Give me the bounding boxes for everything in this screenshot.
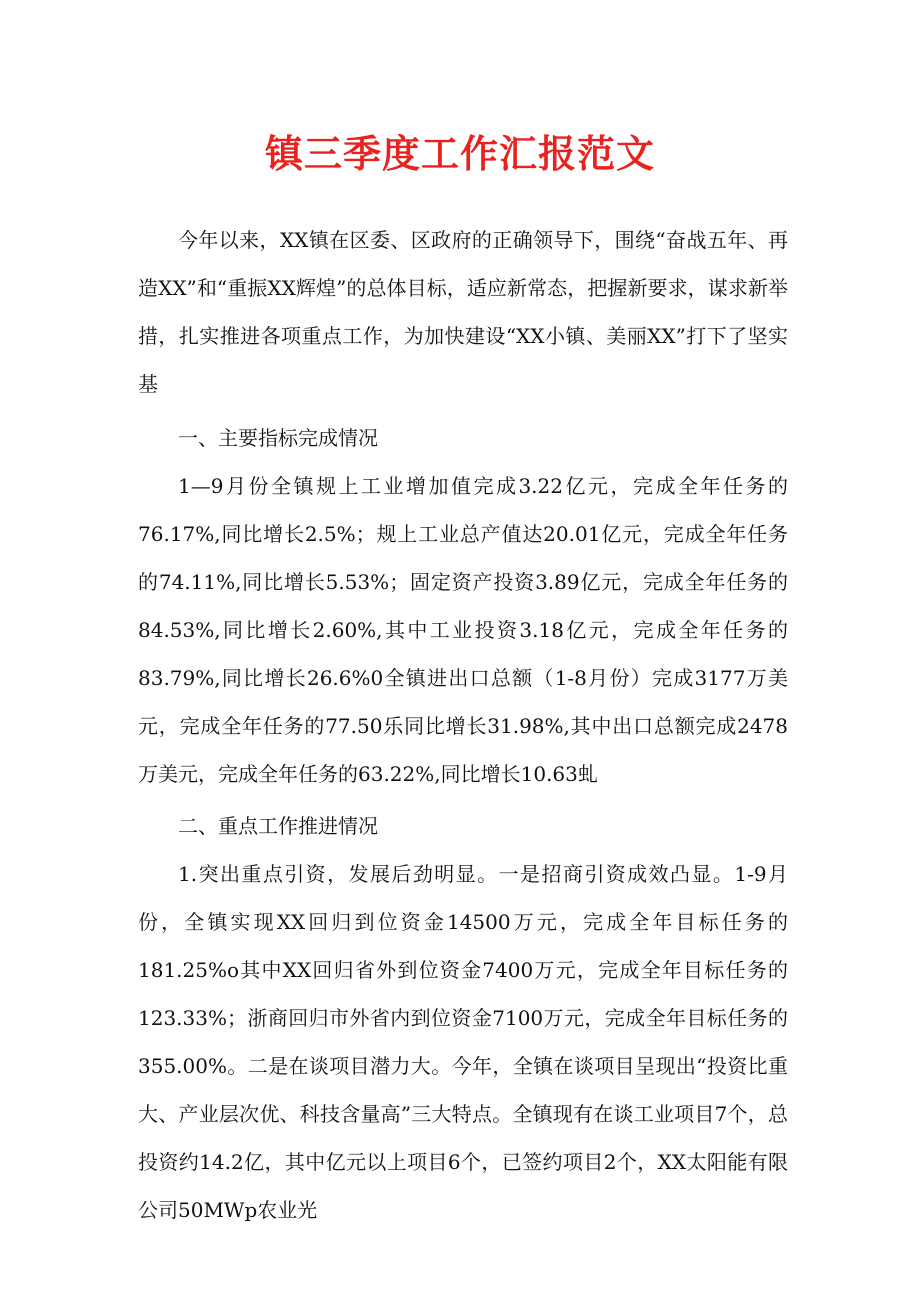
section2-heading: 二、重点工作推进情况 bbox=[178, 814, 378, 838]
section2-block bbox=[138, 802, 788, 1234]
section1-block bbox=[138, 414, 788, 798]
section2-paragraph: 1.突出重点引资，发展后劲明显。一是招商引资成效凸显。1-9月份，全镇实现XX回归到位资金14500万元，完成全年目标任务的181.25%o其中XX回归省外到位资金7400万元，完成全年目标任务的123.33%；浙商回归市外省内到位资金7100万元，完成全年目标任务的355.00%。二是在谈项目潜力大。今年，全镇在谈项目呈现出“投资比重大、产业层次优、科技含量高”三大特点。全镇现有在谈工业项目7个，总投资约14.2亿，其中亿元以上项目6个，已签约项目2个，XX太阳能有限公司50MWp农业光 bbox=[138, 862, 788, 1222]
section1-heading: 一、主要指标完成情况 bbox=[178, 426, 378, 450]
intro-block bbox=[138, 216, 788, 408]
intro-paragraph: 今年以来，XX镇在区委、区政府的正确领导下，围绕“奋战五年、再造XX”和“重振XX辉煌”的总体目标，适应新常态，把握新要求，谋求新举措，扎实推进各项重点工作，为加快建设“XX小镇、美丽XX”打下了坚实基 bbox=[138, 228, 788, 396]
page-title: 镇三季度工作汇报范文 bbox=[264, 132, 655, 176]
section1-paragraph: 1—9月份全镇规上工业增加值完成3.22亿元，完成全年任务的76.17%,同比增长2.5%；规上工业总产值达20.01亿元，完成全年任务的74.11%,同比增长5.53%；固定资产投资3.89亿元，完成全年任务的84.53%,同比增长2.60%,其中工业投资3.18亿元，完成全年任务的83.79%,同比增长26.6%0全镇进出口总额（1-8月份）完成3177万美元，完成全年任务的77.50乐同比增长31.98%,其中出口总额完成2478万美元，完成全年任务的63.22%,同比增长10.63虬 bbox=[138, 474, 788, 786]
